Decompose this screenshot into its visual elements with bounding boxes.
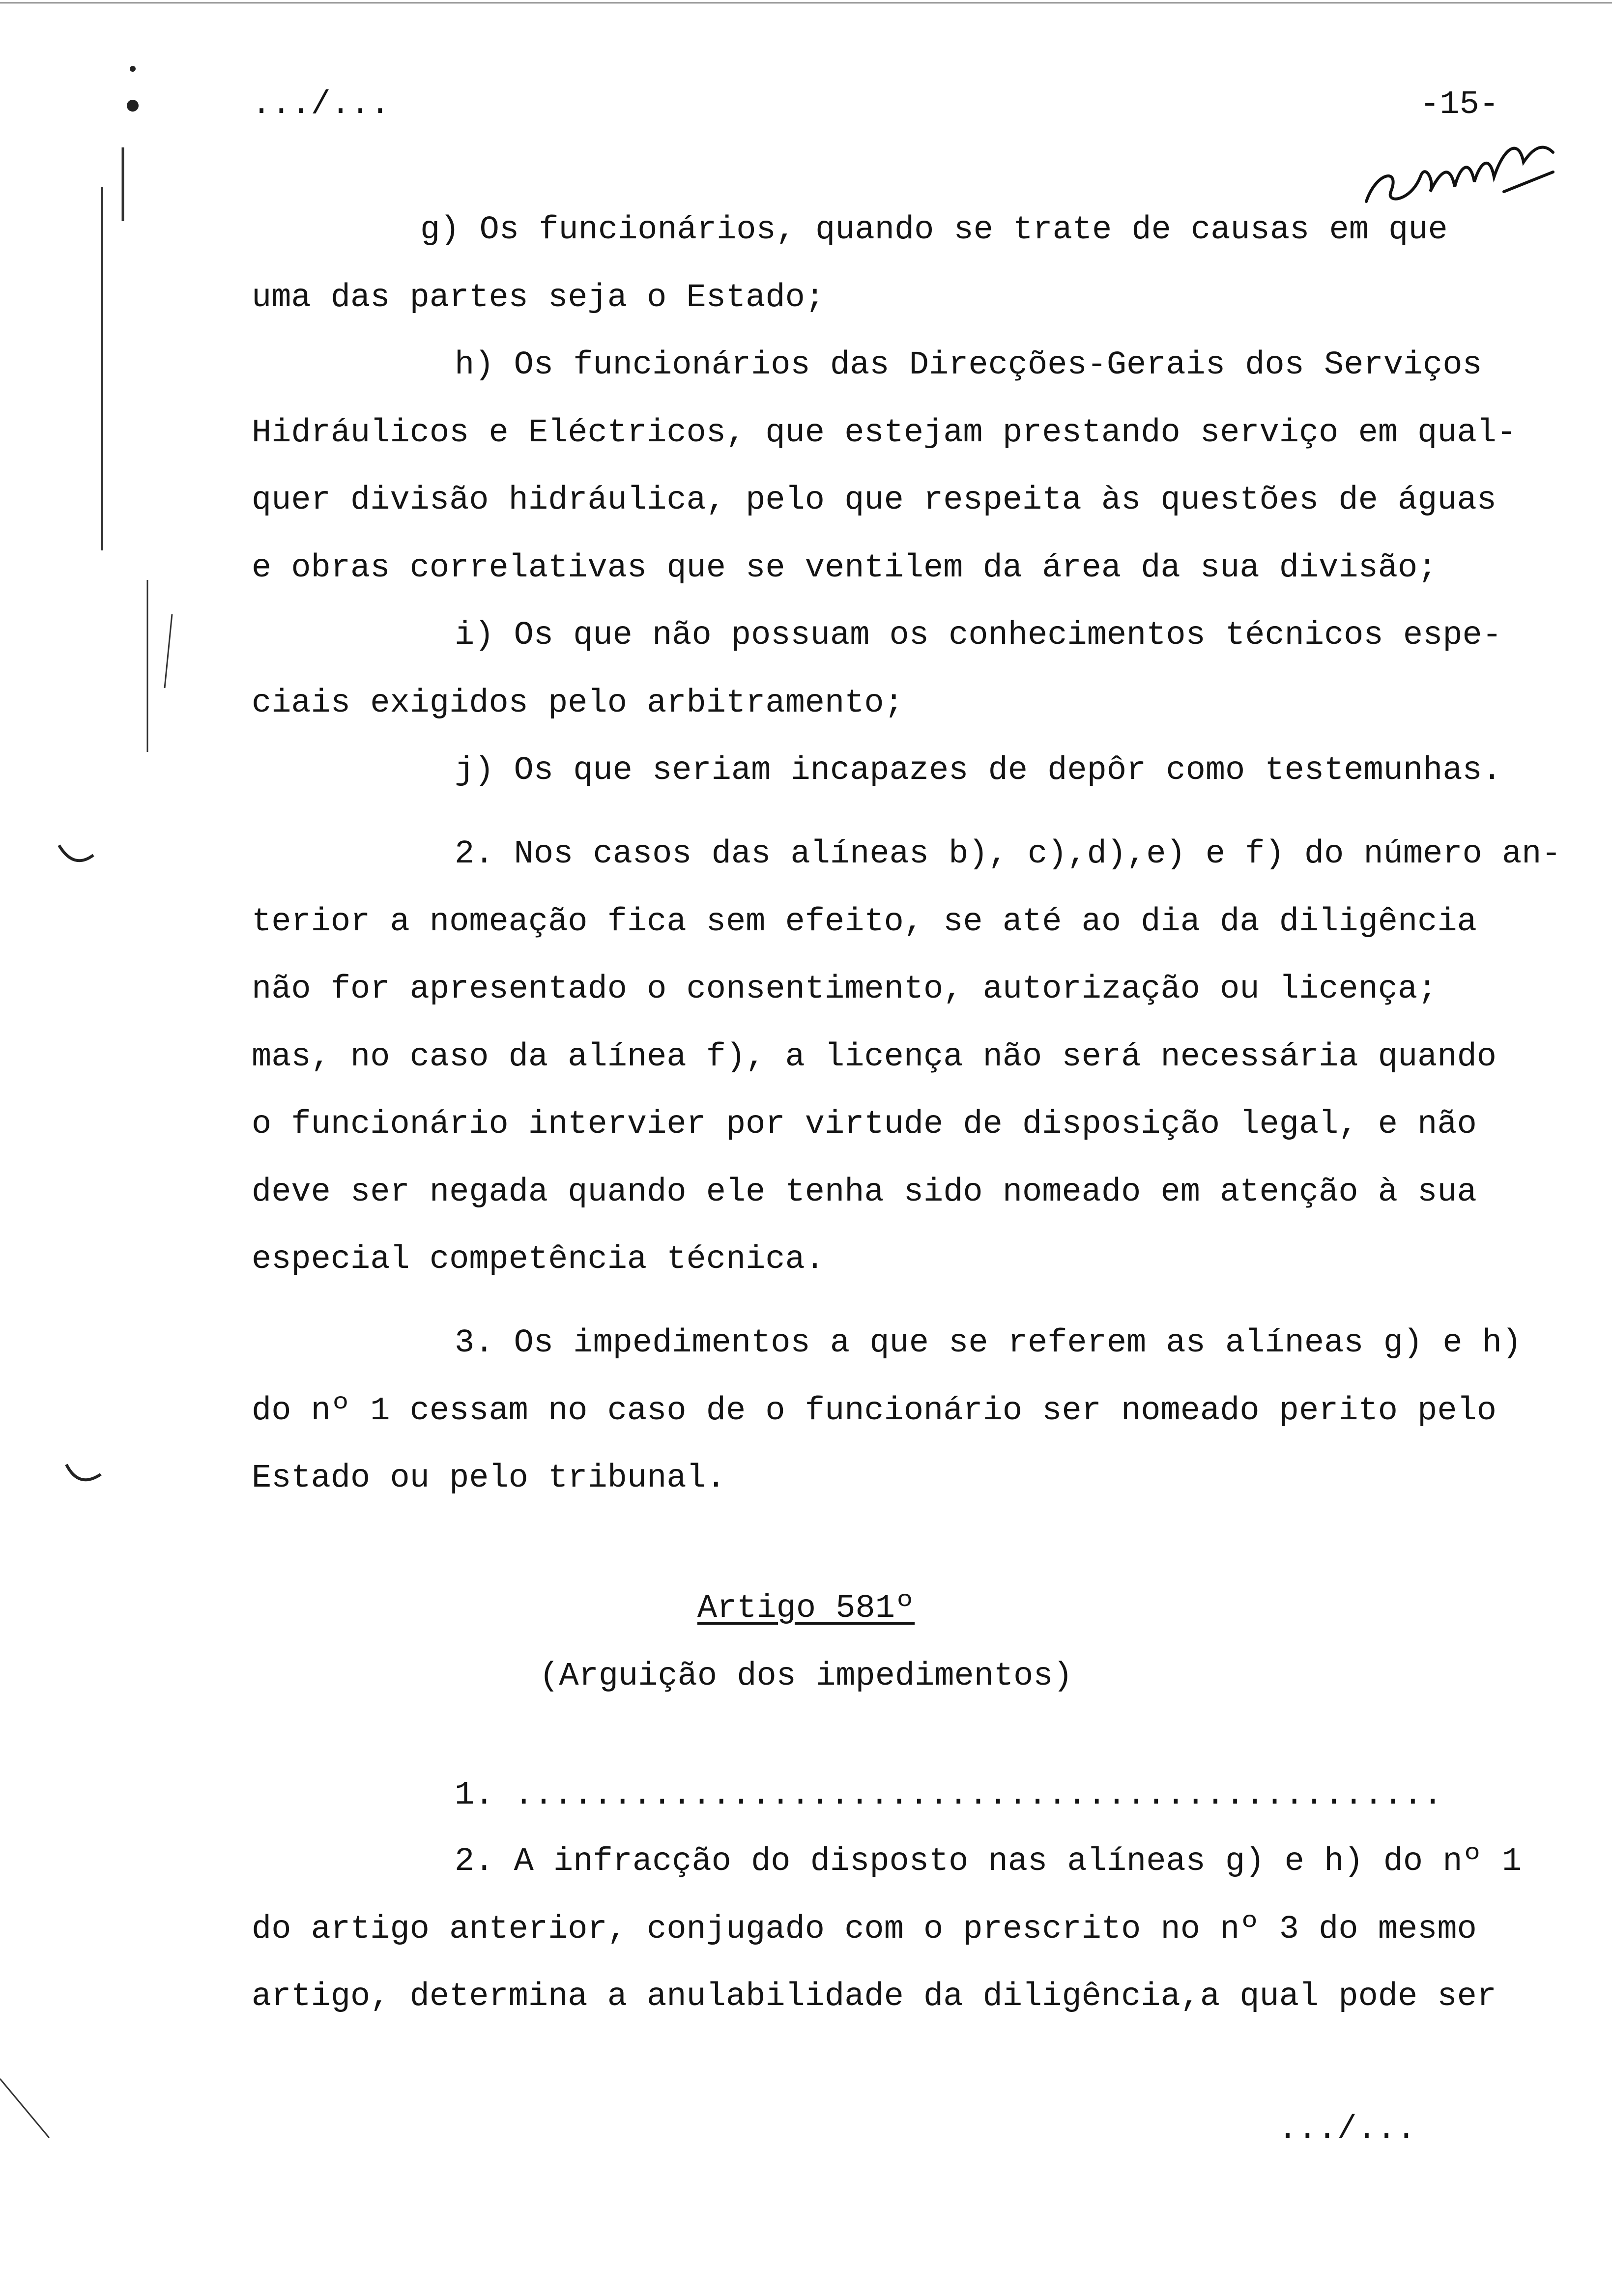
para3-line3: Estado ou pelo tribunal. (252, 1460, 726, 1497)
item-h-line4: e obras correlativas que se ventilem da área da sua divisão; (252, 549, 1438, 587)
article-title: Artigo 581º (697, 1590, 915, 1627)
article-subtitle: (Arguição dos impedimentos) (539, 1658, 1073, 1695)
item-i-line2: ciais exigidos pelo arbitramento; (252, 685, 904, 722)
page-number: -15- (1420, 86, 1499, 123)
para2-line7: especial competência técnica. (252, 1241, 825, 1278)
item-g-line2: uma das partes seja o Estado; (252, 279, 825, 316)
para3-line2: do nº 1 cessam no caso de o funcionário ser nomeado perito pelo (252, 1392, 1497, 1430)
para2-line4: mas, no caso da alínea f), a licença não será necessária quando (252, 1038, 1497, 1076)
para2-line1: 2. Nos casos das alíneas b), c),d),e) e f) do número an- (455, 835, 1561, 873)
handwritten-signature (1356, 118, 1563, 216)
para2-line5: o funcionário intervier por virtude de disposição legal, e não (252, 1106, 1477, 1143)
item-h-line1: h) Os funcionários das Direcções-Gerais dos Serviços (455, 346, 1482, 384)
item-j-line1: j) Os que seriam incapazes de depôr como testemunhas. (455, 752, 1502, 789)
art-para2-line3: artigo, determina a anulabilidade da diligência,a qual pode ser (252, 1978, 1497, 2015)
item-h-line3: quer divisão hidráulica, pelo que respeita às questões de águas (252, 482, 1497, 519)
para2-line6: deve ser negada quando ele tenha sido nomeado em atenção à sua (252, 1174, 1477, 1211)
continued-marker-bottom: .../... (1278, 2111, 1416, 2148)
continued-marker-top: .../... (252, 86, 390, 123)
art-para2-line1: 2. A infracção do disposto nas alíneas g) e h) do nº 1 (455, 1843, 1522, 1880)
para3-line1: 3. Os impedimentos a que se referem as alíneas g) e h) (455, 1324, 1522, 1362)
para2-line3: não for apresentado o consentimento, autorização ou licença; (252, 971, 1438, 1008)
item-i-line1: i) Os que não possuam os conhecimentos técnicos espe- (455, 617, 1502, 654)
item-h-line2: Hidráulicos e Eléctricos, que estejam prestando serviço em qual- (252, 414, 1517, 452)
para2-line2: terior a nomeação fica sem efeito, se até ao dia da diligência (252, 903, 1477, 941)
article-title-wrap (0, 1592, 1612, 1625)
item-g-line1: g) Os funcionários, quando se trate de causas em que (420, 211, 1448, 249)
art-para2-line2: do artigo anterior, conjugado com o prescrito no nº 3 do mesmo (252, 1911, 1477, 1948)
art-para1: 1. ............................................... (455, 1777, 1443, 1814)
